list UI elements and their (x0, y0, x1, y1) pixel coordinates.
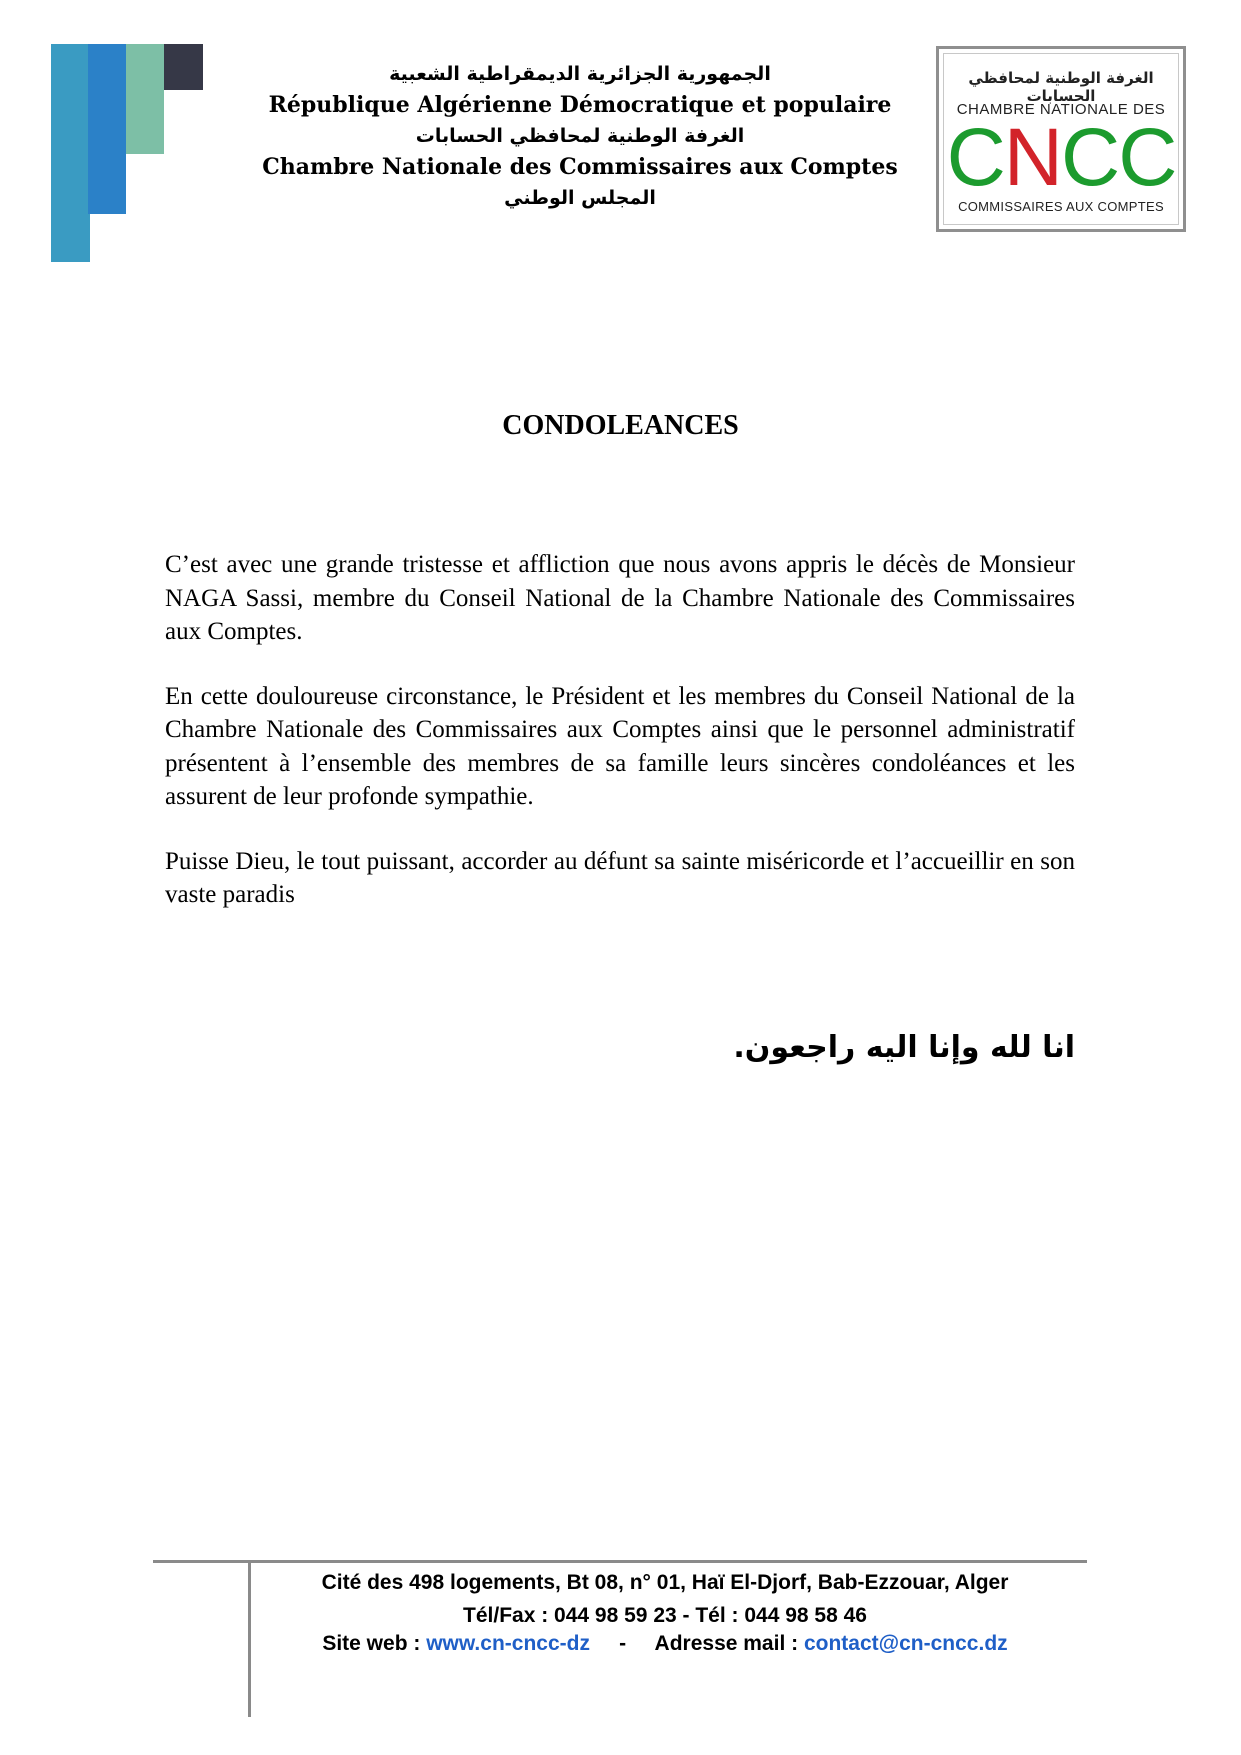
footer-vertical-divider (248, 1560, 251, 1717)
email-link[interactable]: contact@cn-cncc.dz (803, 1632, 1008, 1655)
decor-bar-4 (164, 44, 203, 90)
logo-top-text: CHAMBRE NATIONALE DES (956, 101, 1166, 118)
footer-separator: - (619, 1632, 627, 1655)
closing-verse-ar: انا لله وإنا اليه راجعون. (733, 1030, 1075, 1065)
decor-bar-1 (51, 44, 90, 262)
header-line-republic-ar: الجمهورية الجزائرية الديمقراطية الشعبية (389, 63, 771, 85)
logo-wordmark (939, 112, 1183, 203)
letter-body (165, 548, 1075, 943)
paragraph-1: C’est avec une grande tristesse et affliction que nous avons appris le décès de Monsieur NAGA Sassi, membre du Conseil National de la Chambre Nationale des Commissaires aux Comptes. (165, 551, 1075, 645)
logo-letter-c: C (946, 112, 1004, 203)
document-title: CONDOLEANCES (502, 410, 739, 441)
mail-label: Adresse mail : (654, 1632, 799, 1655)
header-decorative-bars (51, 44, 203, 262)
header-line-chamber-fr: Chambre Nationale des Commissaires aux Comptes (262, 154, 898, 180)
footer-address: Cité des 498 logements, Bt 08, n° 01, Haï El-Djorf, Bab-Ezzouar, Alger (321, 1571, 1009, 1594)
logo-letter-n: N (1003, 112, 1061, 203)
footer-phone: Tél/Fax : 044 98 59 23 - Tél : 044 98 58 46 (463, 1604, 867, 1627)
decor-bar-3 (126, 44, 164, 154)
website-link[interactable]: www.cn-cncc-dz (426, 1632, 590, 1655)
decor-bar-2 (88, 44, 126, 214)
letterhead (230, 60, 930, 212)
paragraph-2: En cette douloureuse circonstance, le Président et les membres du Conseil National de la Chambre Nationale des Commissaires aux Comptes ainsi que le personnel administratif présentent à l’ensemble des membres de sa famille leurs sincères condoléances et les assurent de leur profonde sympathie. (165, 682, 1075, 810)
site-label: Site web : (322, 1632, 421, 1655)
cncc-logo (936, 46, 1186, 232)
header-line-council-ar: المجلس الوطني (504, 187, 656, 209)
logo-letters-cc: CC (1061, 112, 1176, 203)
paragraph-3: Puisse Dieu, le tout puissant, accorder au défunt sa sainte miséricorde et l’accueillir en son vaste paradis (165, 847, 1075, 908)
footer-divider (153, 1560, 1087, 1563)
header-line-chamber-ar: الغرفة الوطنية لمحافظي الحسابات (415, 125, 745, 147)
footer-contacts (255, 1630, 1075, 1658)
logo-arabic-text: الغرفة الوطنية لمحافظي الحسابات (968, 69, 1154, 105)
logo-bottom-text: COMMISSAIRES AUX COMPTES (958, 199, 1164, 214)
footer (255, 1566, 1075, 1658)
header-line-republic-fr: République Algérienne Démocratique et populaire (268, 92, 892, 118)
